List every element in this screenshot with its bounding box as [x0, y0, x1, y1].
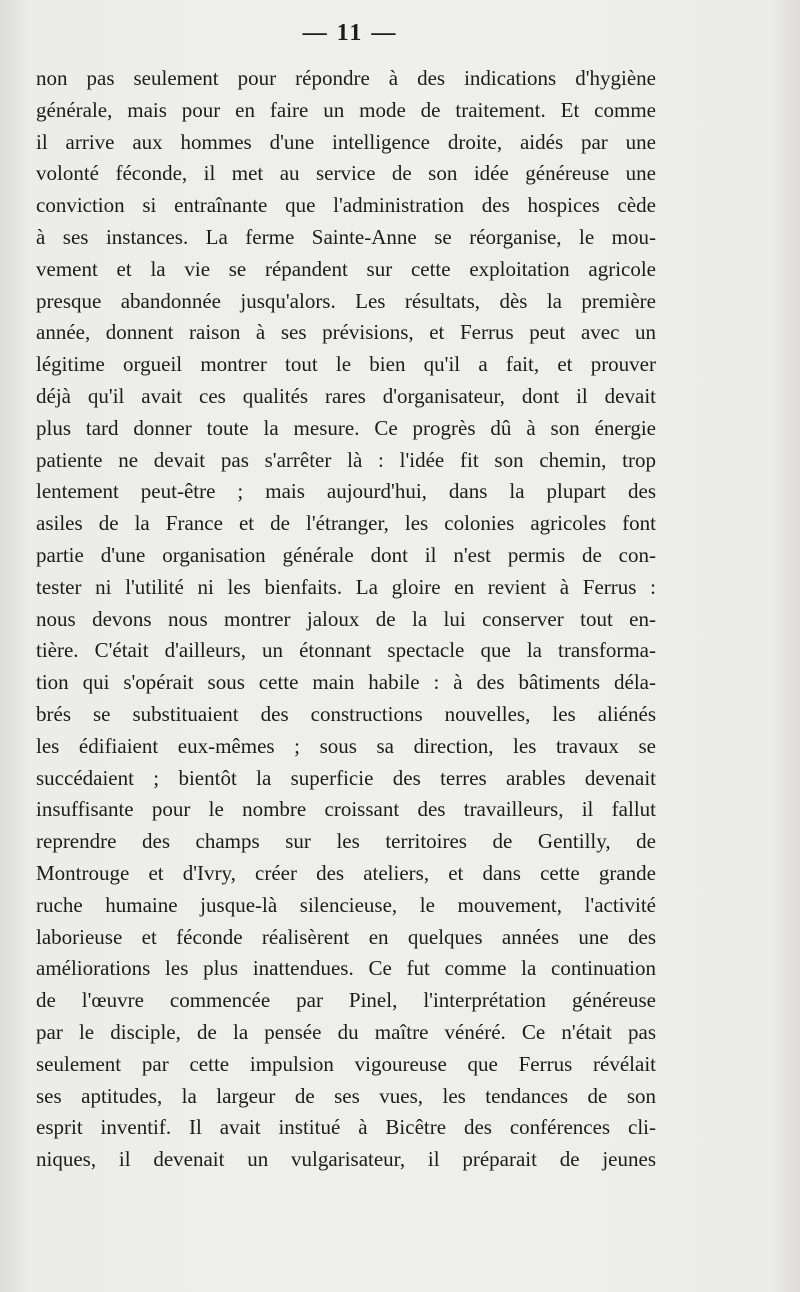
text-line: reprendre des champs sur les territoires de Gentilly, de — [36, 829, 656, 854]
text-line: brés se substituaient des constructions nouvelles, les aliénés — [36, 701, 656, 726]
text-line: lentement peut-être ; mais aujourd'hui, dans la plupart des — [36, 479, 656, 504]
text-line: ses aptitudes, la largeur de ses vues, les tendances de son — [36, 1083, 656, 1108]
text-line: légitime orgueil montrer tout le bien qu'il a fait, et prouver — [36, 352, 656, 377]
text-line: insuffisante pour le nombre croissant des travailleurs, il fallut — [36, 797, 656, 822]
text-line: tière. C'était d'ailleurs, un étonnant spectacle que la transforma- — [36, 638, 656, 663]
text-line: par le disciple, de la pensée du maître vénéré. Ce n'était pas — [36, 1019, 656, 1044]
text-line: Montrouge et d'Ivry, créer des ateliers, et dans cette grande — [36, 860, 656, 885]
text-line: esprit inventif. Il avait institué à Bicêtre des conférences cli- — [36, 1115, 656, 1140]
text-line: niques, il devenait un vulgarisateur, il préparait de jeunes — [36, 1147, 656, 1172]
text-line: tester ni l'utilité ni les bienfaits. La gloire en revient à Ferrus : — [36, 574, 656, 599]
text-line: année, donnent raison à ses prévisions, et Ferrus peut avec un — [36, 320, 656, 345]
text-line: de l'œuvre commencée par Pinel, l'interprétation généreuse — [36, 988, 656, 1013]
text-line: vement et la vie se répandent sur cette exploitation agricole — [36, 256, 656, 281]
text-line: non pas seulement pour répondre à des indications d'hygiène — [36, 66, 656, 90]
text-line: tion qui s'opérait sous cette main habile : à des bâtiments déla- — [36, 670, 656, 695]
text-line: il arrive aux hommes d'une intelligence droite, aidés par une — [36, 129, 656, 154]
text-line: conviction si entraînante que l'administration des hospices cède — [36, 193, 656, 218]
text-line: plus tard donner toute la mesure. Ce progrès dû à son énergie — [36, 415, 656, 440]
text-line: patiente ne devait pas s'arrêter là : l'idée fit son chemin, trop — [36, 447, 656, 472]
text-line: ruche humaine jusque-là silencieuse, le mouvement, l'activité — [36, 892, 656, 917]
text-line: succédaient ; bientôt la superficie des terres arables devenait — [36, 765, 656, 790]
text-line: seulement par cette impulsion vigoureuse que Ferrus révélait — [36, 1051, 656, 1076]
body-text — [36, 63, 656, 1176]
text-line: volonté féconde, il met au service de son idée généreuse une — [36, 161, 656, 186]
text-line: partie d'une organisation générale dont il n'est permis de con- — [36, 542, 656, 567]
text-line: nous devons nous montrer jaloux de la lui conserver tout en- — [36, 606, 656, 631]
text-line: à ses instances. La ferme Sainte-Anne se réorganise, le mou- — [36, 224, 656, 249]
text-line: presque abandonnée jusqu'alors. Les résultats, dès la première — [36, 288, 656, 313]
text-line: générale, mais pour en faire un mode de traitement. Et comme — [36, 97, 656, 122]
text-line: déjà qu'il avait ces qualités rares d'organisateur, dont il devait — [36, 383, 656, 408]
text-line: asiles de la France et de l'étranger, les colonies agricoles font — [36, 511, 656, 536]
text-line: améliorations les plus inattendues. Ce fut comme la continuation — [36, 956, 656, 981]
text-line: laborieuse et féconde réalisèrent en quelques années une des — [36, 924, 656, 949]
text-line: les édifiaient eux-mêmes ; sous sa direction, les travaux se — [36, 733, 656, 758]
page-number: — 11 — — [302, 20, 398, 46]
